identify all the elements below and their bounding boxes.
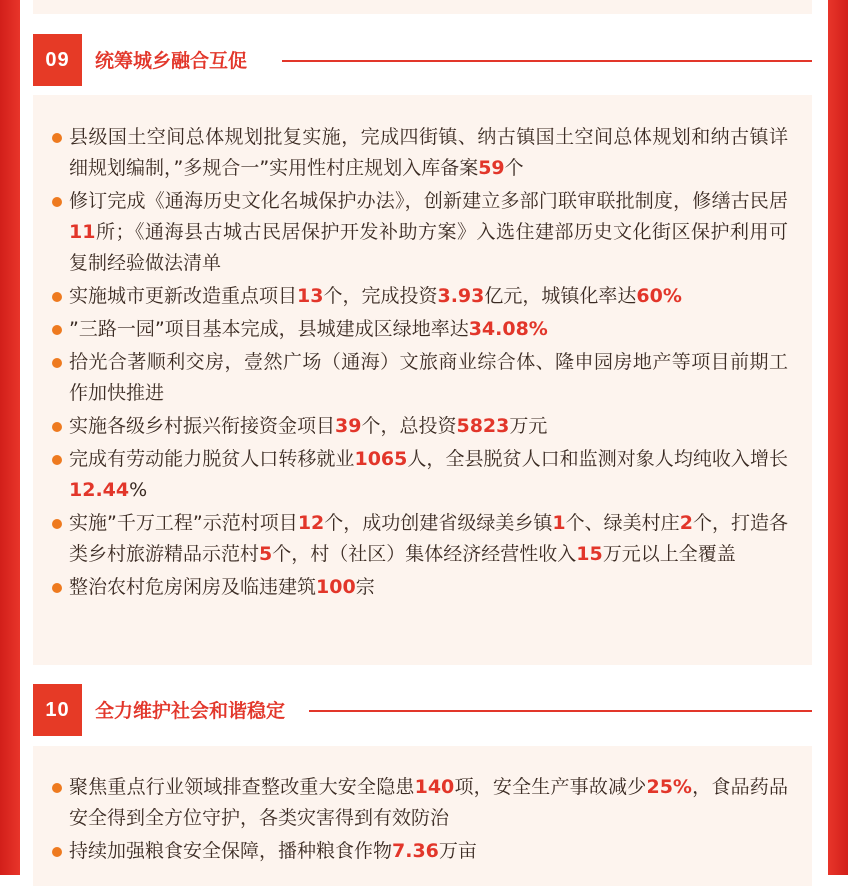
bullet-dot-icon [52,133,62,143]
highlight-number: 12 [297,512,325,534]
item-text: % [129,479,148,501]
section-title: 全力维护社会和谐稳定 [95,700,286,722]
highlight-number: 11 [69,221,96,243]
list-item [52,122,788,184]
item-text: 个，完成投资 [323,285,438,307]
highlight-number: 1065 [354,448,408,470]
previous-section-card [33,0,812,14]
list-item [52,314,788,345]
list-item [52,186,788,279]
highlight-number: 15 [576,543,603,565]
highlight-number: 59 [478,157,505,179]
highlight-number: 5 [259,543,273,565]
bullet-dot-icon [52,847,62,857]
highlight-number: 1 [552,512,566,534]
highlight-number: 25% [646,776,692,798]
item-text: 完成有劳动能力脱贫人口转移就业 [69,448,355,470]
item-text: 整治农村危房闲房及临违建筑 [69,576,317,598]
item-text: 宗 [355,576,375,598]
section-divider-line [309,710,812,712]
highlight-number: 12.44 [69,479,130,501]
highlight-number: 60% [636,285,682,307]
item-text: 万亩 [438,840,477,862]
highlight-number: 5823 [456,415,510,437]
section-header-10 [33,684,812,736]
list-item [52,281,788,312]
item-text: 个，打造各类乡村旅游精品示范村 [69,512,788,565]
highlight-number: 100 [316,576,356,598]
item-text: 持续加强粮食安全保障，播种粮食作物 [69,840,393,862]
section-title: 统筹城乡融合互促 [95,50,248,72]
section-number-badge: 10 [33,684,82,736]
bullet-dot-icon [52,358,62,368]
highlight-number: 39 [335,415,362,437]
item-text: 个、绿美村庄 [565,512,680,534]
section-item-list-10 [52,772,788,869]
highlight-number: 13 [297,285,324,307]
list-item [52,572,788,603]
bullet-dot-icon [52,783,62,793]
item-text: ，食品药品安全得到全方位守护，各类灾害得到有效防治 [69,776,788,829]
bullet-dot-icon [52,197,62,207]
bullet-dot-icon [52,422,62,432]
item-text: 亿元，城镇化率达 [484,285,637,307]
bullet-dot-icon [52,292,62,302]
bullet-dot-icon [52,455,62,465]
item-text: 个，村（社区）集体经济经营性收入 [272,543,577,565]
highlight-number: 7.36 [392,840,439,862]
item-text: 实施”千万工程”示范村项目 [69,512,298,534]
highlight-number: 3.93 [437,285,485,307]
list-item [52,508,788,570]
item-text: 万元以上全覆盖 [602,543,736,565]
list-item [52,444,788,506]
highlight-number: 140 [414,776,455,798]
section-divider-line [269,60,812,62]
list-item [52,347,788,409]
bullet-dot-icon [52,583,62,593]
item-text: 个，成功创建省级绿美乡镇 [324,512,553,534]
section-number-badge: 09 [33,34,82,86]
item-text: 个 [504,157,524,179]
list-item [52,836,788,867]
item-text: 项，安全生产事故减少 [454,776,647,798]
item-text: 万元 [509,415,548,437]
item-text: 修订完成《通海历史文化名城保护办法》，创新建立多部门联审联批制度，修缮古民居 [69,190,788,212]
bullet-dot-icon [52,519,62,529]
highlight-number: 34.08% [468,318,548,340]
section-header-09 [33,34,812,86]
item-text: 所；《通海县古城古民居保护开发补助方案》入选住建部历史文化街区保护利用可复制经验做法清单 [69,221,788,274]
section-item-list-09 [52,122,788,605]
item-text: 人，全县脱贫人口和监测对象人均纯收入增长 [407,448,788,470]
item-text: 个，总投资 [361,415,457,437]
item-text: 聚焦重点行业领域排查整改重大安全隐患 [69,776,415,798]
bullet-dot-icon [52,325,62,335]
item-text: 拾光合著顺利交房，壹然广场（通海）文旅商业综合体、隆申园房地产等项目前期工作加快推进 [69,351,788,404]
item-text: ”三路一园”项目基本完成，县城建成区绿地率达 [69,318,469,340]
list-item [52,411,788,442]
item-text: 县级国土空间总体规划批复实施，完成四街镇、纳古镇国土空间总体规划和纳古镇详细规划编制，”多规合一”实用性村庄规划入库备案 [69,126,788,179]
item-text: 实施城市更新改造重点项目 [69,285,298,307]
highlight-number: 2 [679,512,693,534]
list-item [52,772,788,834]
item-text: 实施各级乡村振兴衔接资金项目 [69,415,336,437]
